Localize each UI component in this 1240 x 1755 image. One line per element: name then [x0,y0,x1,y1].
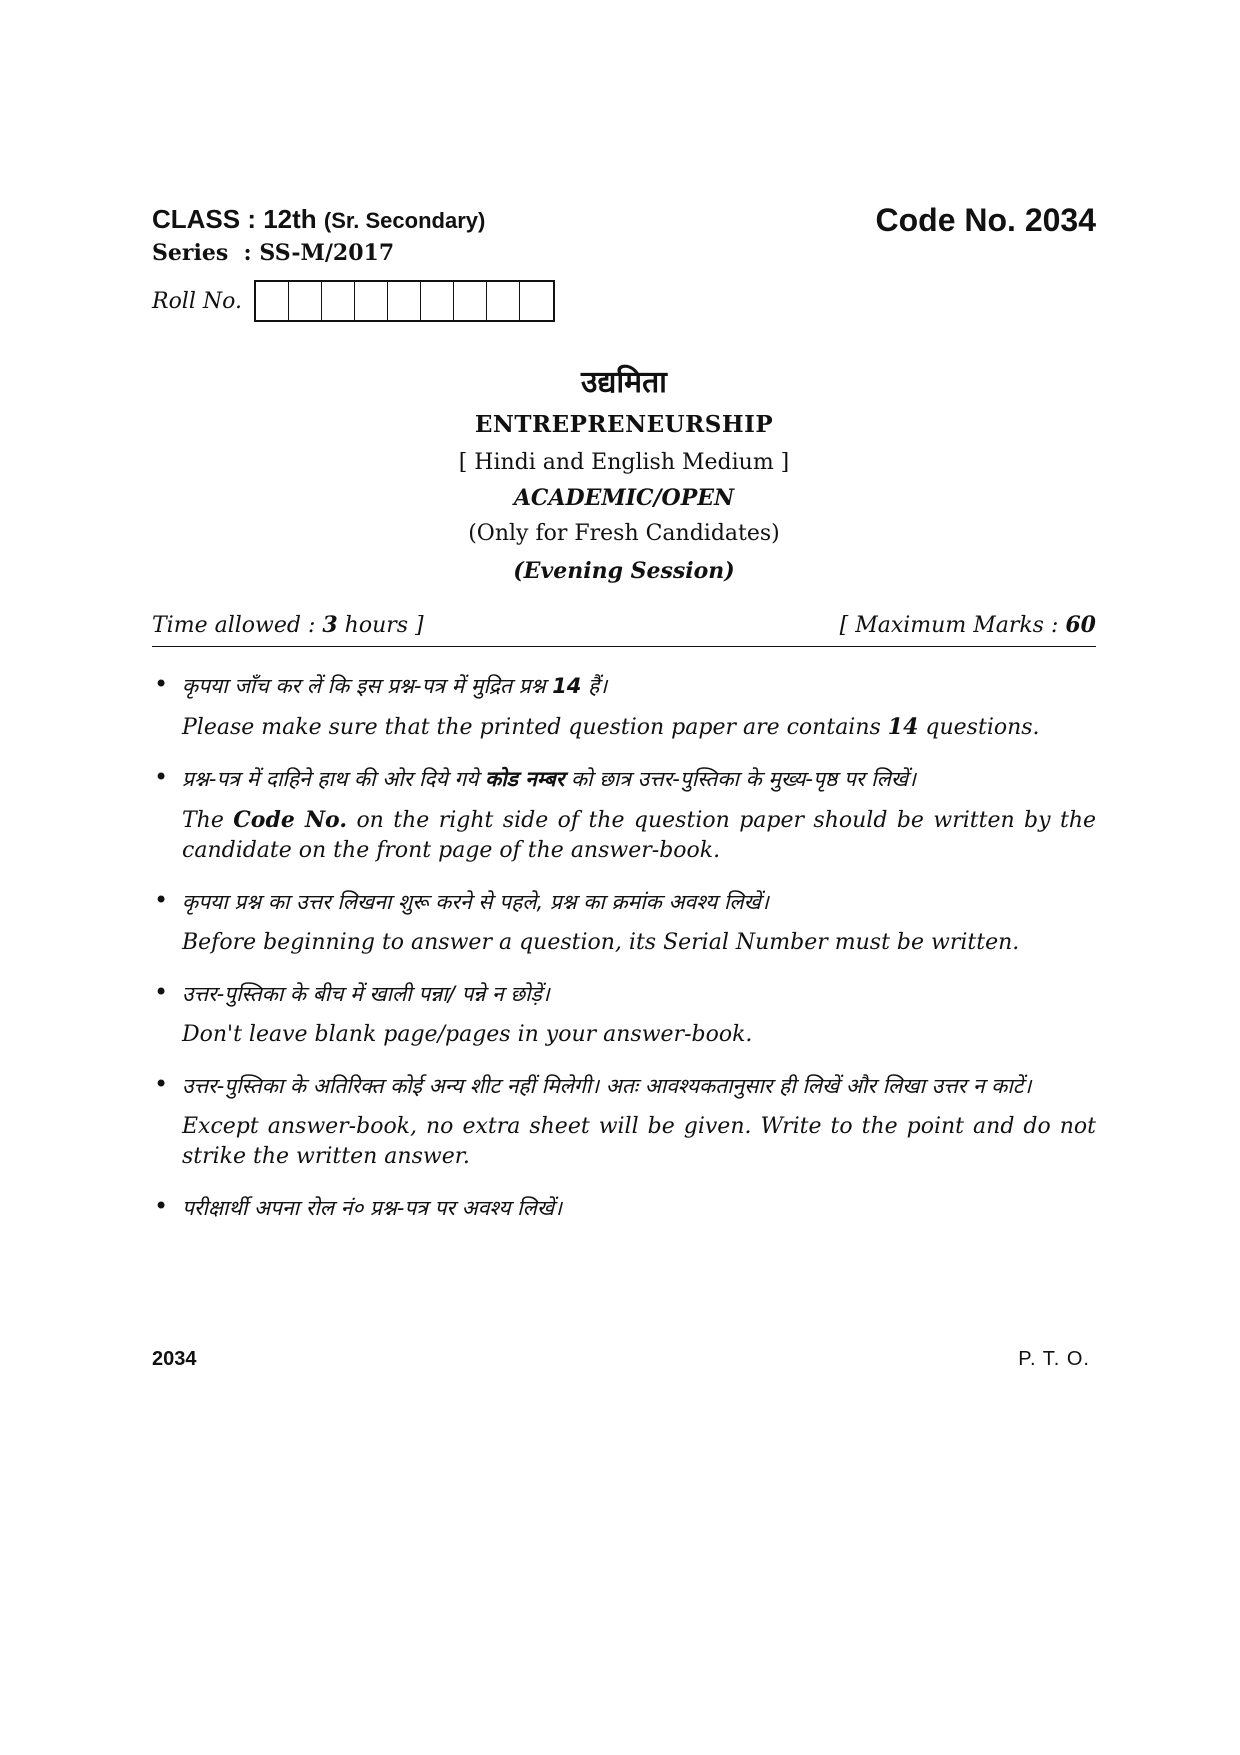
roll-box [322,282,355,320]
instruction-hindi: कृपया जाँच कर लें कि इस प्रश्न-पत्र में मुद्रित प्रश्न 14 हैं। [182,674,608,698]
roll-box [355,282,388,320]
class-subtext: (Sr. Secondary) [323,208,486,233]
bullet-icon: • [154,1070,169,1098]
instruction-english: The Code No. on the right side of the question paper should be written by the candidate on the front page of the answer-book. [182,807,1097,863]
time-suffix: hours ] [337,613,424,638]
instruction-hindi: परीक्षार्थी अपना रोल नं० प्रश्न-पत्र पर अवश्य लिखें। [182,1196,562,1220]
class-label [152,204,485,235]
bullet-icon: • [154,886,169,914]
roll-box [487,282,520,320]
roll-box [388,282,421,320]
class-text: CLASS : 12th [152,204,317,234]
roll-number-row [152,280,555,322]
instruction-item [152,668,1096,743]
page-footer [152,1348,1096,1378]
time-marks-row [152,610,1096,647]
instruction-item [152,1190,1096,1226]
subject-english: ENTREPRENEURSHIP [474,411,774,438]
instruction-item [152,761,1096,866]
title-block [152,360,1096,584]
stream-label: ACADEMIC/OPEN [513,485,735,511]
marks-prefix: [ Maximum Marks : [839,613,1066,638]
bullet-icon: • [154,670,169,698]
instruction-item [152,976,1096,1050]
instruction-hindi: प्रश्न-पत्र में दाहिने हाथ की ओर दिये गये कोड नम्बर को छात्र उत्तर-पुस्तिका के मुख्य-पृष्ठ पर लिखें। [182,767,916,791]
candidates-label: (Only for Fresh Candidates) [468,521,780,546]
instructions-list [152,668,1096,1244]
footer-code: 2034 [152,1348,197,1370]
roll-label: Roll No. [152,288,242,314]
instruction-english: Except answer-book, no extra sheet will be given. Write to the point and do not strike the written answer. [182,1114,1096,1169]
instruction-item [152,1068,1096,1172]
marks-value: 60 [1065,612,1096,638]
instruction-english: Please make sure that the printed question paper are contains 14 questions. [182,714,1040,740]
bullet-icon: • [154,978,169,1006]
bullet-icon: • [154,763,169,791]
roll-box [256,282,289,320]
code-number: Code No. 2034 [875,202,1096,238]
instruction-hindi: उत्तर-पुस्तिका के अतिरिक्त कोई अन्य शीट नहीं मिलेगी। अतः आवश्यकतानुसार ही लिखें और लिखा उत्तर न काटें। [182,1074,1032,1098]
pto-label: P. T. O. [1018,1348,1090,1370]
roll-box [421,282,454,320]
instruction-english: Before beginning to answer a question, its Serial Number must be written. [182,930,1020,955]
time-allowed [152,612,424,638]
time-value: 3 [322,612,338,638]
series-label: Series : SS-M/2017 [152,240,395,266]
roll-number-boxes [254,280,555,322]
roll-box [454,282,487,320]
instruction-english: Don't leave blank page/pages in your answer-book. [182,1022,753,1047]
roll-box [520,282,553,320]
medium-label: [ Hindi and English Medium ] [458,450,790,475]
instruction-hindi: कृपया प्रश्न का उत्तर लिखना शुरू करने से पहले, प्रश्न का क्रमांक अवश्य लिखें। [182,890,769,914]
maximum-marks [840,612,1096,638]
session-label: (Evening Session) [513,558,735,584]
bullet-icon: • [154,1192,169,1220]
instruction-hindi: उत्तर-पुस्तिका के बीच में खाली पन्ना/ पन्ने न छोड़ें। [182,982,550,1006]
time-prefix: Time allowed : [152,613,323,638]
instruction-item [152,884,1096,958]
subject-hindi: उद्यमिता [581,365,667,400]
roll-box [289,282,322,320]
